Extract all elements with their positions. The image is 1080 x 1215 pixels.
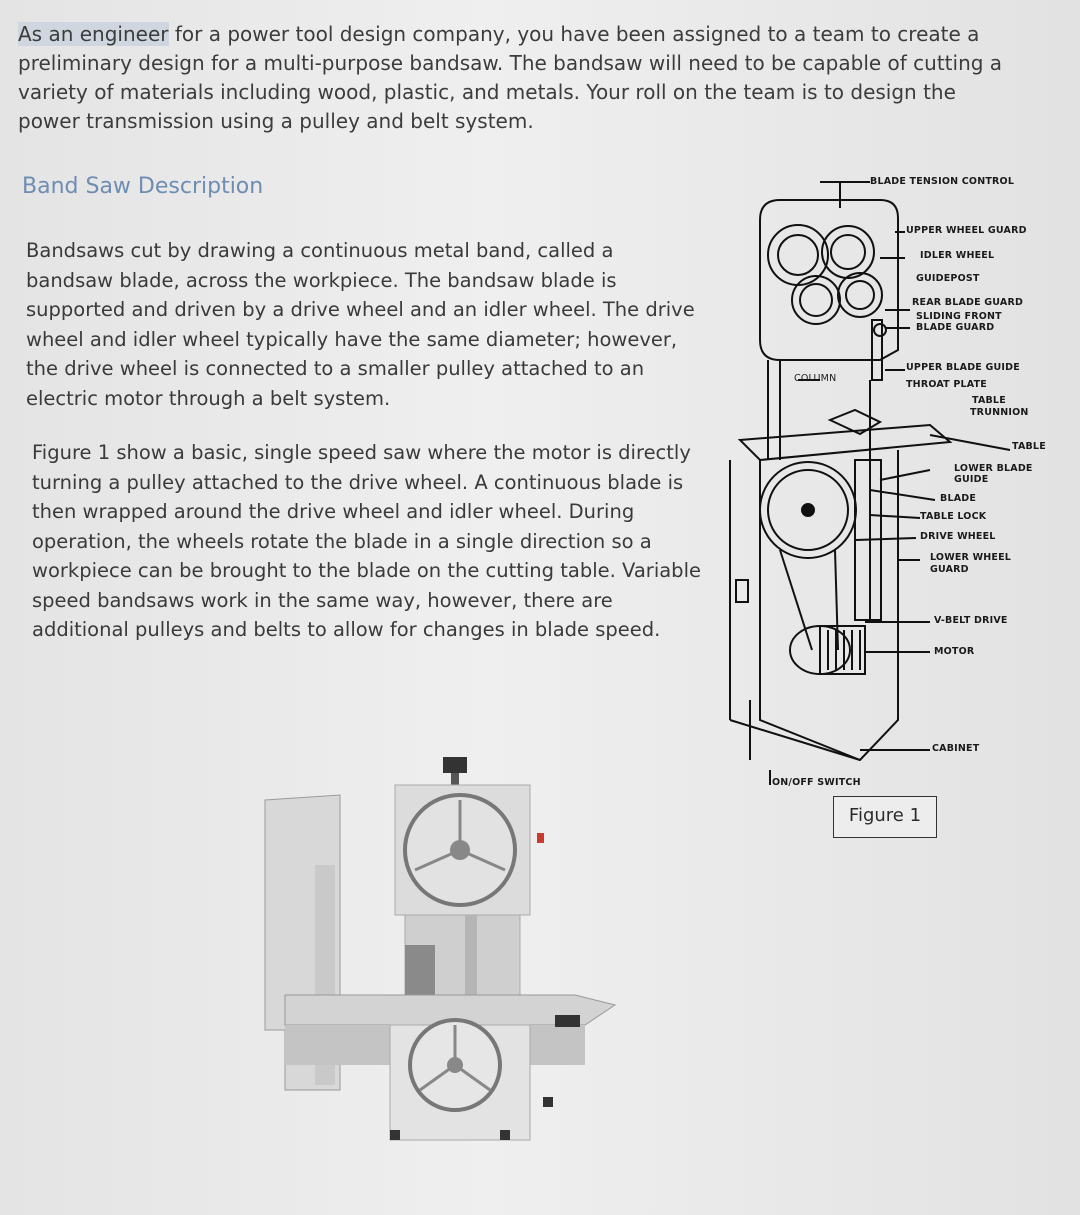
section-title: Band Saw Description	[22, 174, 264, 199]
label-upper-blade-guide: UPPER BLADE GUIDE	[906, 362, 1020, 373]
label-guide: GUIDE	[954, 474, 989, 485]
label-lower-wheel: LOWER WHEEL	[930, 552, 1012, 563]
label-drive-wheel: DRIVE WHEEL	[920, 531, 996, 542]
label-table-trunnion-2: TRUNNION	[970, 407, 1029, 418]
bandsaw-photo	[255, 745, 630, 1145]
figure-caption: Figure 1	[833, 796, 937, 838]
label-motor: MOTOR	[934, 646, 975, 657]
label-lower-blade: LOWER BLADE	[954, 463, 1033, 474]
label-table-trunnion-1: TABLE	[972, 395, 1006, 406]
label-guidepost: GUIDEPOST	[916, 273, 980, 284]
intro-highlighted-phrase: As an engineer	[18, 22, 169, 46]
description-paragraph-2: Figure 1 show a basic, single speed saw where the motor is directly turning a pulley attached to the drive wheel. A continuous blade is then wrapped around the drive wheel and idler wheel. During operation, the wheels rotate the blade in a single direction so a workpiece can be brought to the blade on the cutting table. Variable speed bandsaws work in the same way, however, there are additional pulleys and belts to allow for changes in blade speed.	[32, 441, 701, 641]
description-paragraph-1: Bandsaws cut by drawing a continuous metal band, called a bandsaw blade, across the workpiece. The bandsaw blade is supported and driven by a drive wheel and an idler wheel. The drive wheel and idler wheel typically have the same diameter; however, the drive wheel is connected to a smaller pulley attached to an electric motor through a belt system.	[26, 239, 695, 410]
label-idler-wheel: IDLER WHEEL	[920, 250, 995, 261]
label-throat-plate: THROAT PLATE	[906, 379, 987, 390]
label-blade-guard: BLADE GUARD	[916, 322, 995, 333]
tension-knob	[443, 757, 467, 773]
label-guard: GUARD	[930, 564, 969, 575]
label-on-off-switch: ON/OFF SWITCH	[772, 777, 861, 788]
bandsaw-diagram	[720, 160, 1070, 800]
label-table: TABLE	[1012, 441, 1046, 452]
label-upper-wheel-guard: UPPER WHEEL GUARD	[906, 225, 1027, 236]
red-indicator	[537, 833, 544, 843]
label-blade: BLADE	[940, 493, 977, 504]
label-rear-blade-guard: REAR BLADE GUARD	[912, 297, 1024, 308]
label-column: COLUMN	[794, 373, 837, 384]
label-blade-tension-control: BLADE TENSION CONTROL	[870, 176, 1015, 187]
intro-paragraph	[18, 20, 1018, 136]
bandsaw-photo-illustration	[255, 745, 630, 1145]
bandsaw-line-drawing	[720, 160, 1070, 800]
label-cabinet: CABINET	[932, 743, 980, 754]
label-v-belt-drive: V-BELT DRIVE	[934, 615, 1008, 626]
label-table-lock: TABLE LOCK	[920, 511, 987, 522]
label-sliding-front: SLIDING FRONT	[916, 311, 1002, 322]
intro-text: for a power tool design company, you have been assigned to a team to create a preliminary design for a multi-purpose bandsaw. The bandsaw will need to be capable of cutting a variety of materials including wood, plastic, and metals. Your roll on the team is to design the power transmission using a pulley and belt system.	[18, 22, 1003, 133]
